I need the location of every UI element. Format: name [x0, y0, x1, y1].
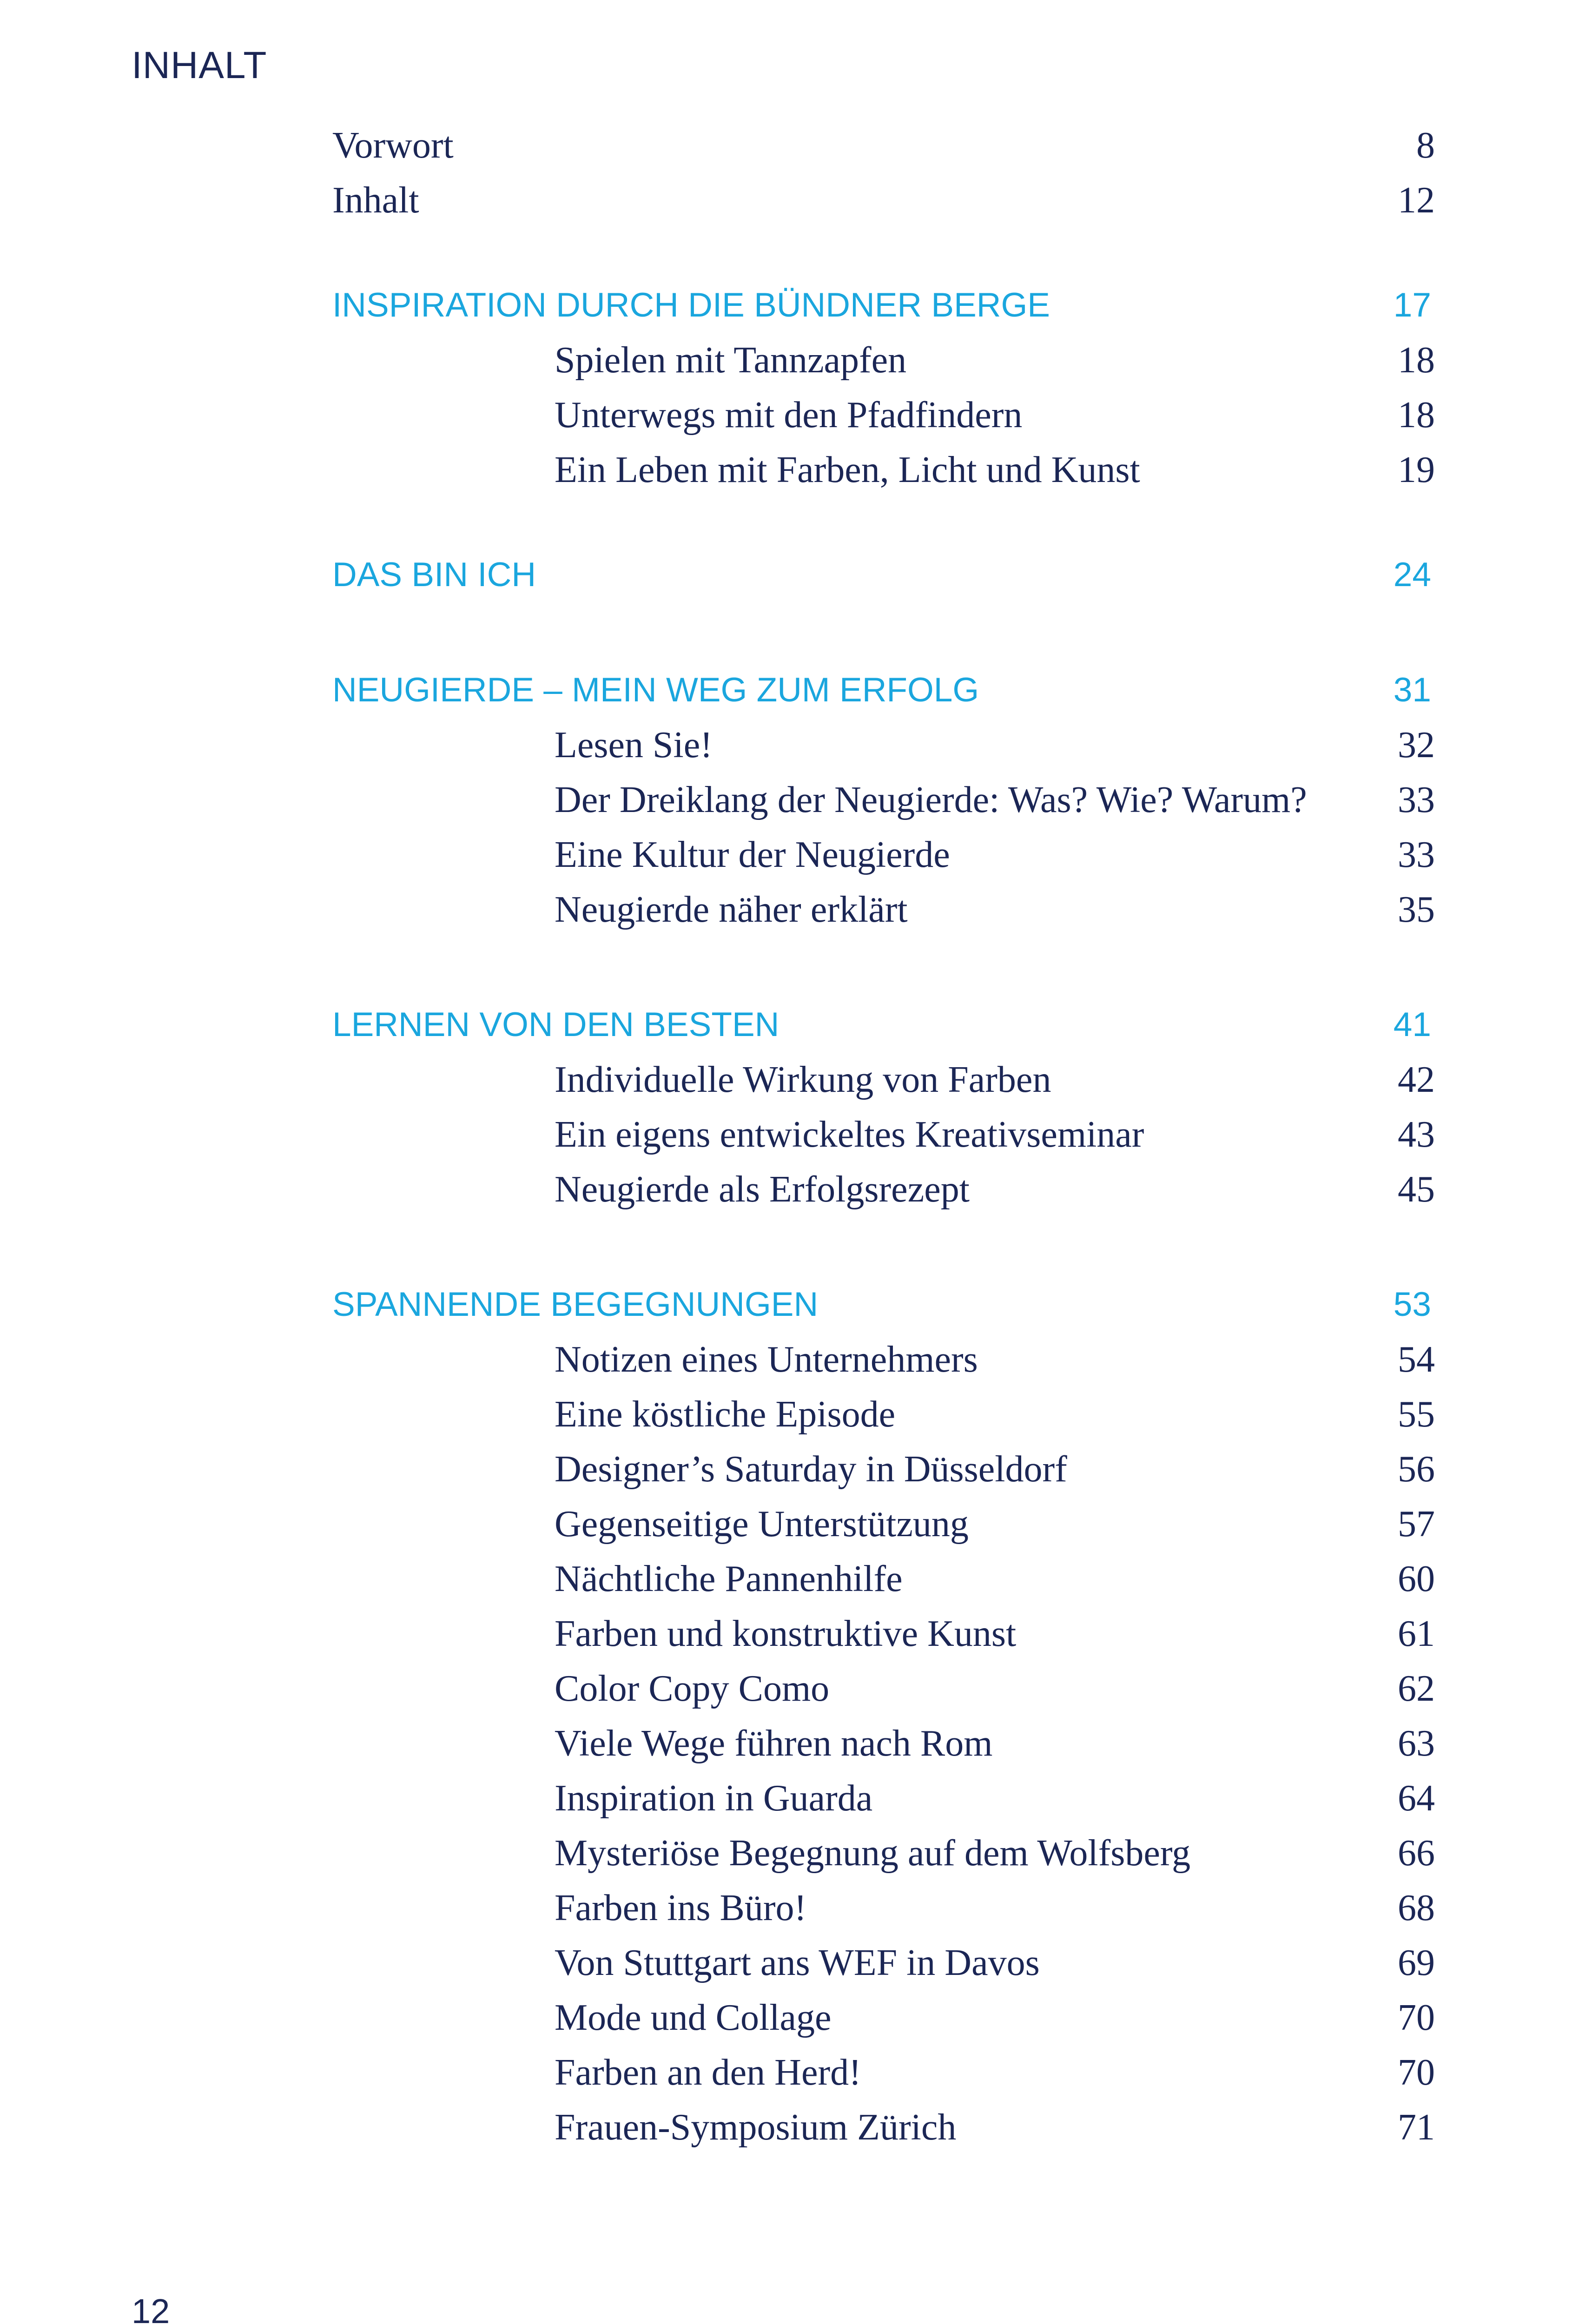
- toc-section[interactable]: [332, 1497, 1435, 1552]
- toc-entry-front[interactable]: [332, 118, 1435, 173]
- toc-section-title: Mysteriöse Begegnung auf dem Wolfsberg: [555, 1833, 1191, 1874]
- toc-section[interactable]: [332, 1826, 1435, 1881]
- toc-chapter-page: 17: [1393, 286, 1431, 324]
- toc-section-title: Neugierde näher erklärt: [555, 889, 908, 930]
- toc-section-page: 61: [1398, 1613, 1435, 1654]
- toc-section-title: Eine Kultur der Neugierde: [555, 834, 950, 875]
- toc-section-page: 63: [1398, 1723, 1435, 1764]
- toc-section-page: 33: [1398, 834, 1435, 875]
- toc-section-page: 64: [1398, 1778, 1435, 1819]
- toc-section-title: Eine köstliche Episode: [555, 1394, 896, 1435]
- toc-section-title: Frauen-Symposium Zürich: [555, 2107, 957, 2148]
- toc-section[interactable]: [332, 1107, 1435, 1162]
- toc-section[interactable]: [332, 388, 1435, 442]
- toc-chapter[interactable]: [332, 1277, 1435, 1332]
- toc-section[interactable]: [332, 1881, 1435, 1935]
- toc-chapter[interactable]: [332, 278, 1435, 333]
- toc-section-title: Unterwegs mit den Pfadfindern: [555, 395, 1023, 436]
- toc-section-page: 60: [1398, 1558, 1435, 1599]
- toc-chapter-title: DAS BIN ICH: [332, 556, 536, 594]
- toc-section-title: Der Dreiklang der Neugierde: Was? Wie? Warum?: [555, 779, 1307, 820]
- toc-section[interactable]: [332, 827, 1435, 882]
- toc-section[interactable]: [332, 1052, 1435, 1107]
- toc-section[interactable]: [332, 1716, 1435, 1771]
- toc-section-page: 43: [1398, 1114, 1435, 1155]
- toc-section-page: 35: [1398, 889, 1435, 930]
- table-of-contents: [332, 118, 1435, 2155]
- toc-chapter-page: 41: [1393, 1006, 1431, 1043]
- toc-section-page: 62: [1398, 1668, 1435, 1709]
- toc-section[interactable]: [332, 442, 1435, 497]
- toc-chapter[interactable]: [332, 997, 1435, 1052]
- toc-section-page: 70: [1398, 2052, 1435, 2093]
- toc-section-title: Farben und konstruktive Kunst: [555, 1613, 1017, 1654]
- toc-section-page: 55: [1398, 1394, 1435, 1435]
- toc-section[interactable]: [332, 718, 1435, 772]
- toc-section-page: 45: [1398, 1169, 1435, 1210]
- toc-entry-page: 8: [1416, 125, 1435, 166]
- toc-section[interactable]: [332, 1935, 1435, 1990]
- toc-chapter-title: LERNEN VON DEN BESTEN: [332, 1006, 779, 1043]
- toc-section[interactable]: [332, 882, 1435, 937]
- toc-section-title: Individuelle Wirkung von Farben: [555, 1059, 1051, 1100]
- toc-entry-title: Vorwort: [332, 125, 454, 166]
- toc-section-page: 32: [1398, 725, 1435, 766]
- toc-section-page: 19: [1398, 449, 1435, 490]
- toc-section-title: Color Copy Como: [555, 1668, 830, 1709]
- toc-entry-page: 12: [1398, 180, 1435, 221]
- toc-section-title: Von Stuttgart ans WEF in Davos: [555, 1942, 1040, 1983]
- toc-section-page: 18: [1398, 340, 1435, 381]
- toc-section[interactable]: [332, 2100, 1435, 2155]
- toc-chapter[interactable]: [332, 548, 1435, 602]
- toc-section-page: 71: [1398, 2107, 1435, 2148]
- toc-section-title: Gegenseitige Unterstützung: [555, 1504, 969, 1545]
- toc-section-page: 54: [1398, 1339, 1435, 1380]
- toc-chapter-title: NEUGIERDE – MEIN WEG ZUM ERFOLG: [332, 671, 979, 709]
- toc-chapter-title: SPANNENDE BEGEGNUNGEN: [332, 1286, 819, 1323]
- toc-section[interactable]: [332, 1442, 1435, 1497]
- toc-section-title: Inspiration in Guarda: [555, 1778, 873, 1819]
- toc-chapter-page: 31: [1393, 671, 1431, 709]
- toc-section-page: 57: [1398, 1504, 1435, 1545]
- toc-section-title: Farben an den Herd!: [555, 2052, 861, 2093]
- toc-section-title: Designer’s Saturday in Düsseldorf: [555, 1449, 1067, 1490]
- page-title: INHALT: [132, 44, 267, 86]
- toc-section[interactable]: [332, 1771, 1435, 1826]
- toc-section[interactable]: [332, 1387, 1435, 1442]
- toc-chapter-page: 53: [1393, 1286, 1431, 1323]
- toc-section-title: Nächtliche Pannenhilfe: [555, 1558, 903, 1599]
- toc-chapter-page: 24: [1393, 556, 1431, 594]
- toc-entry-title: Inhalt: [332, 180, 419, 221]
- toc-section-title: Lesen Sie!: [555, 725, 713, 766]
- toc-entry-front[interactable]: [332, 173, 1435, 228]
- toc-section-page: 70: [1398, 1997, 1435, 2038]
- toc-section[interactable]: [332, 1661, 1435, 1716]
- toc-section[interactable]: [332, 1606, 1435, 1661]
- toc-section-page: 56: [1398, 1449, 1435, 1490]
- toc-section-title: Ein eigens entwickeltes Kreativseminar: [555, 1114, 1144, 1155]
- toc-section[interactable]: [332, 1332, 1435, 1387]
- toc-section-page: 69: [1398, 1942, 1435, 1983]
- toc-section-title: Notizen eines Unternehmers: [555, 1339, 978, 1380]
- toc-section-title: Mode und Collage: [555, 1997, 832, 2038]
- toc-section-title: Viele Wege führen nach Rom: [555, 1723, 993, 1764]
- toc-section[interactable]: [332, 333, 1435, 388]
- toc-section[interactable]: [332, 772, 1435, 827]
- toc-section-page: 18: [1398, 395, 1435, 436]
- toc-chapter[interactable]: [332, 663, 1435, 718]
- toc-section-title: Neugierde als Erfolgsrezept: [555, 1169, 970, 1210]
- toc-section-title: Farben ins Büro!: [555, 1888, 807, 1928]
- toc-section[interactable]: [332, 1990, 1435, 2045]
- toc-section-page: 42: [1398, 1059, 1435, 1100]
- toc-section-page: 68: [1398, 1888, 1435, 1928]
- toc-section-page: 66: [1398, 1833, 1435, 1874]
- toc-section-title: Ein Leben mit Farben, Licht und Kunst: [555, 449, 1140, 490]
- toc-section[interactable]: [332, 1162, 1435, 1217]
- toc-chapter-title: INSPIRATION DURCH DIE BÜNDNER BERGE: [332, 286, 1050, 324]
- page-number: 12: [132, 2292, 170, 2324]
- toc-section-page: 33: [1398, 779, 1435, 820]
- toc-section[interactable]: [332, 1552, 1435, 1606]
- toc-section[interactable]: [332, 2045, 1435, 2100]
- toc-section-title: Spielen mit Tannzapfen: [555, 340, 907, 381]
